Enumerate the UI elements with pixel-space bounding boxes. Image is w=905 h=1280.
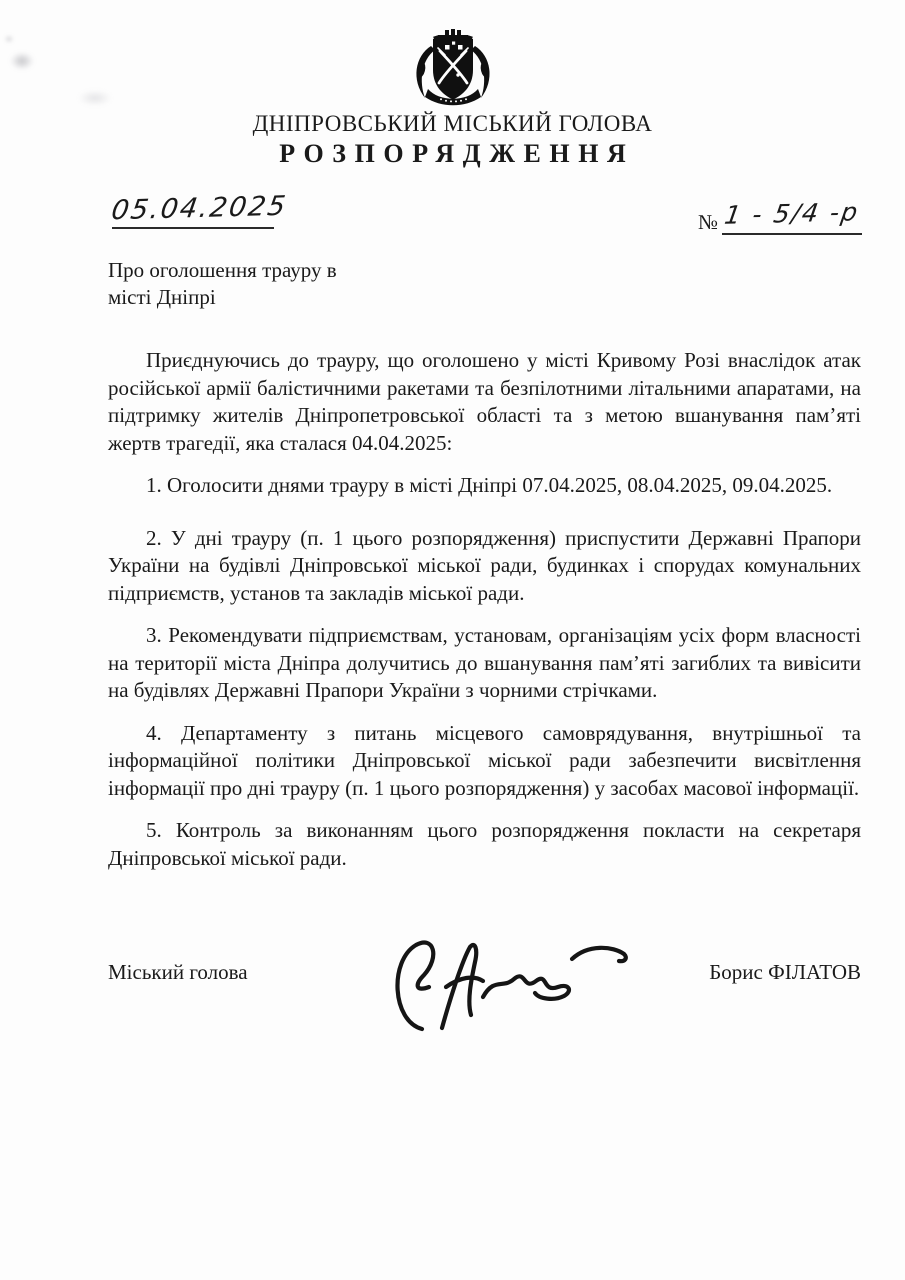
- city-coat-of-arms-icon: [405, 26, 501, 113]
- signature-ink-icon: [376, 935, 641, 1040]
- order-item-1: 1. Оголосити днями трауру в місті Дніпрі 07.04.2025, 08.04.2025, 09.04.2025.: [146, 473, 833, 497]
- organization-title: ДНІПРОВСЬКИЙ МІСЬКИЙ ГОЛОВА: [252, 111, 653, 136]
- scan-smudge: [5, 36, 13, 42]
- order-item-3: 3. Рекомендувати підприємствам, установам, організаціям усіх форм власності на території міста Дніпра долучитись до вшанування пам’яті загиблих та вивісити на будівлях Державні Прапори України з чорними стрічками.: [108, 623, 861, 702]
- order-item-2: 2. У дні трауру (п. 1 цього розпорядження) приспустити Державні Прапори України на будівлі Дніпровської міської ради, будинках і спорудах комунальних підприємств, установ та закладів міської ради.: [108, 525, 861, 605]
- signature-block: [108, 935, 861, 1040]
- order-item-5: 5. Контроль за виконанням цього розпорядження покласти на секретаря Дніпровської міської ради.: [108, 818, 861, 870]
- scan-smudge: [10, 52, 34, 70]
- date-field: [109, 190, 290, 229]
- handwritten-date: 05.04.2025: [109, 190, 290, 227]
- document-body: [108, 347, 861, 887]
- document-type-title: РОЗПОРЯДЖЕННЯ: [279, 139, 635, 168]
- subject-line-2: місті Дніпрі: [108, 285, 216, 309]
- number-label: №: [698, 210, 719, 234]
- signer-name: Борис ФІЛАТОВ: [709, 960, 861, 984]
- document-number-field: [698, 199, 862, 235]
- signer-position: Міський голова: [108, 960, 248, 984]
- subject-block: [108, 257, 337, 311]
- handwritten-number: 1 - 5/4 -р: [722, 197, 862, 230]
- intro-paragraph: Приєднуючись до трауру, що оголошено у місті Кривому Розі внаслідок атак російської армії балістичними ракетами та безпілотними літальними апаратами, на підтримку жителів Дніпропетровської області та з метою вшанування пам’яті жертв трагедії, яка сталася 04.04.2025:: [108, 348, 861, 455]
- subject-line-1: Про оголошення трауру в: [108, 258, 337, 282]
- scan-smudge: [78, 90, 112, 106]
- number-line: [722, 199, 862, 235]
- order-item-4: 4. Департаменту з питань місцевого самоврядування, внутрішньої та інформаційної політики Дніпровської міської ради забезпечити висвітлення інформації про дні трауру (п. 1 цього розпорядження) у засобах масової інформації.: [108, 720, 861, 800]
